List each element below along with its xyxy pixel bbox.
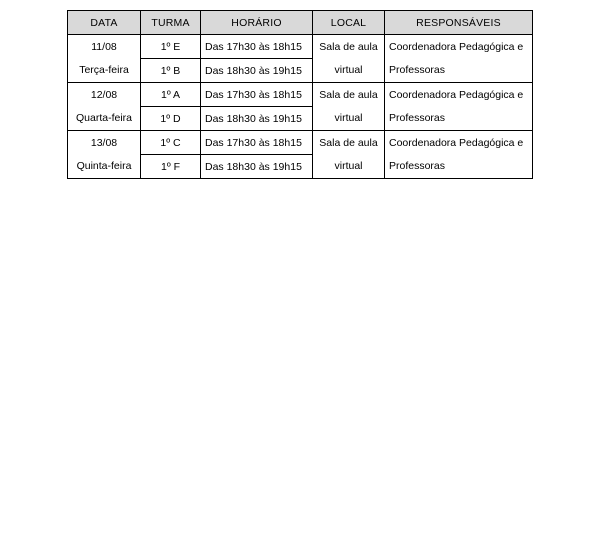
table-row [68, 35, 533, 59]
table-body [68, 35, 533, 179]
cell-responsaveis-cont: Professoras [385, 59, 533, 83]
cell-local: Sala de aula [313, 131, 385, 155]
column-header-responsaveis: RESPONSÁVEIS [385, 11, 533, 35]
column-header-turma: TURMA [141, 11, 201, 35]
cell-horario: Das 17h30 às 18h15 [201, 83, 313, 107]
cell-local: Sala de aula [313, 83, 385, 107]
cell-local-cont: virtual [313, 155, 385, 179]
cell-horario: Das 17h30 às 18h15 [201, 35, 313, 59]
table-row [68, 107, 533, 131]
cell-horario: Das 18h30 às 19h15 [201, 155, 313, 179]
table-row [68, 83, 533, 107]
cell-responsaveis: Coordenadora Pedagógica e [385, 131, 533, 155]
cell-turma: 1º B [141, 59, 201, 83]
cell-turma: 1º A [141, 83, 201, 107]
cell-date: 13/08 [68, 131, 141, 155]
cell-date-weekday: Quinta-feira [68, 155, 141, 179]
cell-responsaveis: Coordenadora Pedagógica e [385, 35, 533, 59]
cell-turma: 1º C [141, 131, 201, 155]
cell-local-cont: virtual [313, 59, 385, 83]
cell-responsaveis: Coordenadora Pedagógica e [385, 83, 533, 107]
cell-date-weekday: Quarta-feira [68, 107, 141, 131]
cell-date: 11/08 [68, 35, 141, 59]
column-header-horario: HORÁRIO [201, 11, 313, 35]
table-row [68, 59, 533, 83]
cell-horario: Das 18h30 às 19h15 [201, 107, 313, 131]
cell-turma: 1º F [141, 155, 201, 179]
table-header [68, 11, 533, 35]
table-row [68, 155, 533, 179]
table-row [68, 131, 533, 155]
cell-horario: Das 18h30 às 19h15 [201, 59, 313, 83]
column-header-data: DATA [68, 11, 141, 35]
cell-turma: 1º E [141, 35, 201, 59]
cell-date-weekday: Terça-feira [68, 59, 141, 83]
column-header-local: LOCAL [313, 11, 385, 35]
cell-turma: 1º D [141, 107, 201, 131]
cell-responsaveis-cont: Professoras [385, 155, 533, 179]
cell-horario: Das 17h30 às 18h15 [201, 131, 313, 155]
schedule-table [67, 10, 533, 179]
cell-date: 12/08 [68, 83, 141, 107]
cell-local-cont: virtual [313, 107, 385, 131]
cell-local: Sala de aula [313, 35, 385, 59]
table-header-row [68, 11, 533, 35]
cell-responsaveis-cont: Professoras [385, 107, 533, 131]
